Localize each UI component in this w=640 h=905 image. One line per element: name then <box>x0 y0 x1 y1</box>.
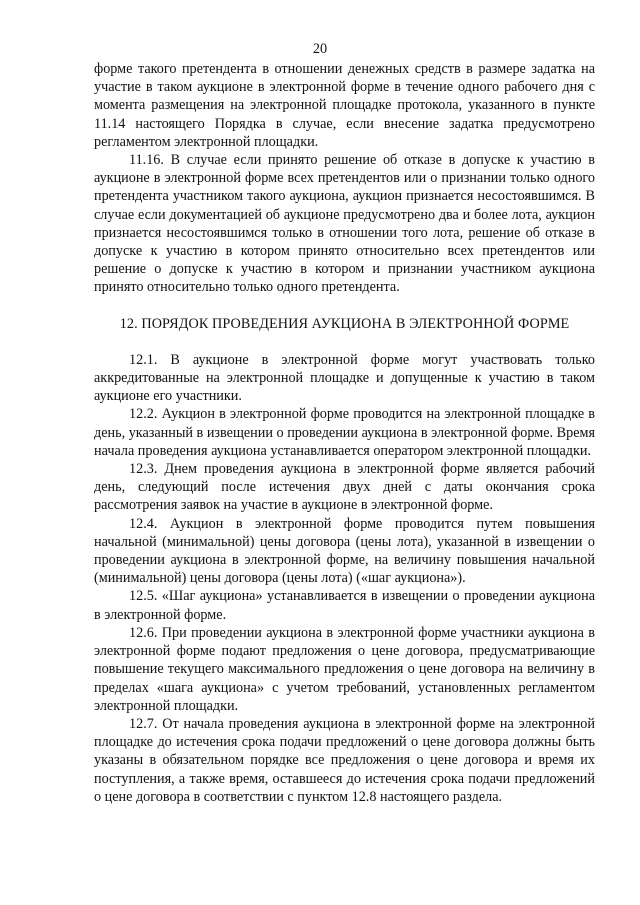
paragraph-12-7: 12.7. От начала проведения аукциона в электронной форме на электронной площадке до истечения срока подачи предложений о цене договора должны быть указаны в обязательном порядке все предложения о цене договора и время их поступления, а также время, оставшееся до истечения срока подачи предложений о цене договора в соответствии с пунктом 12.8 настоящего раздела. <box>94 715 595 805</box>
paragraph-12-5: 12.5. «Шаг аукциона» устанавливается в извещении о проведении аукциона в электронной форме. <box>94 588 595 623</box>
paragraph-12-4: 12.4. Аукцион в электронной форме проводится путем повышения начальной (минимальной) цены договора (цены лота), указанной в извещении о проведении аукциона в электронной форме, на величину повышения начальной (минимальной) цены договора (цены лота) («шаг аукциона»). <box>94 515 595 587</box>
body-text <box>94 60 595 806</box>
section-heading: 12. ПОРЯДОК ПРОВЕДЕНИЯ АУКЦИОНА В ЭЛЕКТРОННОЙ ФОРМЕ <box>119 315 570 332</box>
paragraph-12-6: 12.6. При проведении аукциона в электронной форме участники аукциона в электронной форме подают предложения о цене договора, предусматривающие повышение текущего максимального предложения о цене договора на величину в пределах «шага аукциона» с учетом требований, установленных регламентом электронной площадки. <box>94 624 595 714</box>
paragraph-11-16: 11.16. В случае если принято решение об отказе в допуске к участию в аукционе в электронной форме всех претендентов или о признании только одного претендента участником такого аукциона, аукцион признается несостоявшимся. В случае если документацией об аукционе предусмотрено два и более лота, аукцион признается несостоявшимся только в отношении того лота, решение об отказе в допуске к участию в котором принято относительно всех претендентов или решение о допуске к участию в котором и признании участником аукциона принято относительно только одного претендента. <box>94 152 595 296</box>
page-number: 20 <box>312 41 328 57</box>
paragraph-12-3: 12.3. Днем проведения аукциона в электронной форме является рабочий день, следующий после истечения двух дней с даты окончания срока рассмотрения заявок на участие в аукционе в электронной форме. <box>94 461 595 514</box>
paragraph-continuation: форме такого претендента в отношении денежных средств в размере задатка на участие в таком аукционе в электронной форме в течение одного рабочего дня с момента размещения на электронной площадке протокола, указанного в пункте 11.14 настоящего Порядка в случае, если внесение задатка предусмотрено регламентом электронной площадки. <box>94 61 595 150</box>
paragraph-12-1: 12.1. В аукционе в электронной форме могут участвовать только аккредитованные на электронной площадке и допущенные к участию в таком аукционе его участники. <box>94 351 595 405</box>
paragraph-12-2: 12.2. Аукцион в электронной форме проводится на электронной площадке в день, указанный в извещении о проведении аукциона в электронной форме. Время начала проведения аукциона устанавливается оператором электронной площадки. <box>94 406 595 459</box>
